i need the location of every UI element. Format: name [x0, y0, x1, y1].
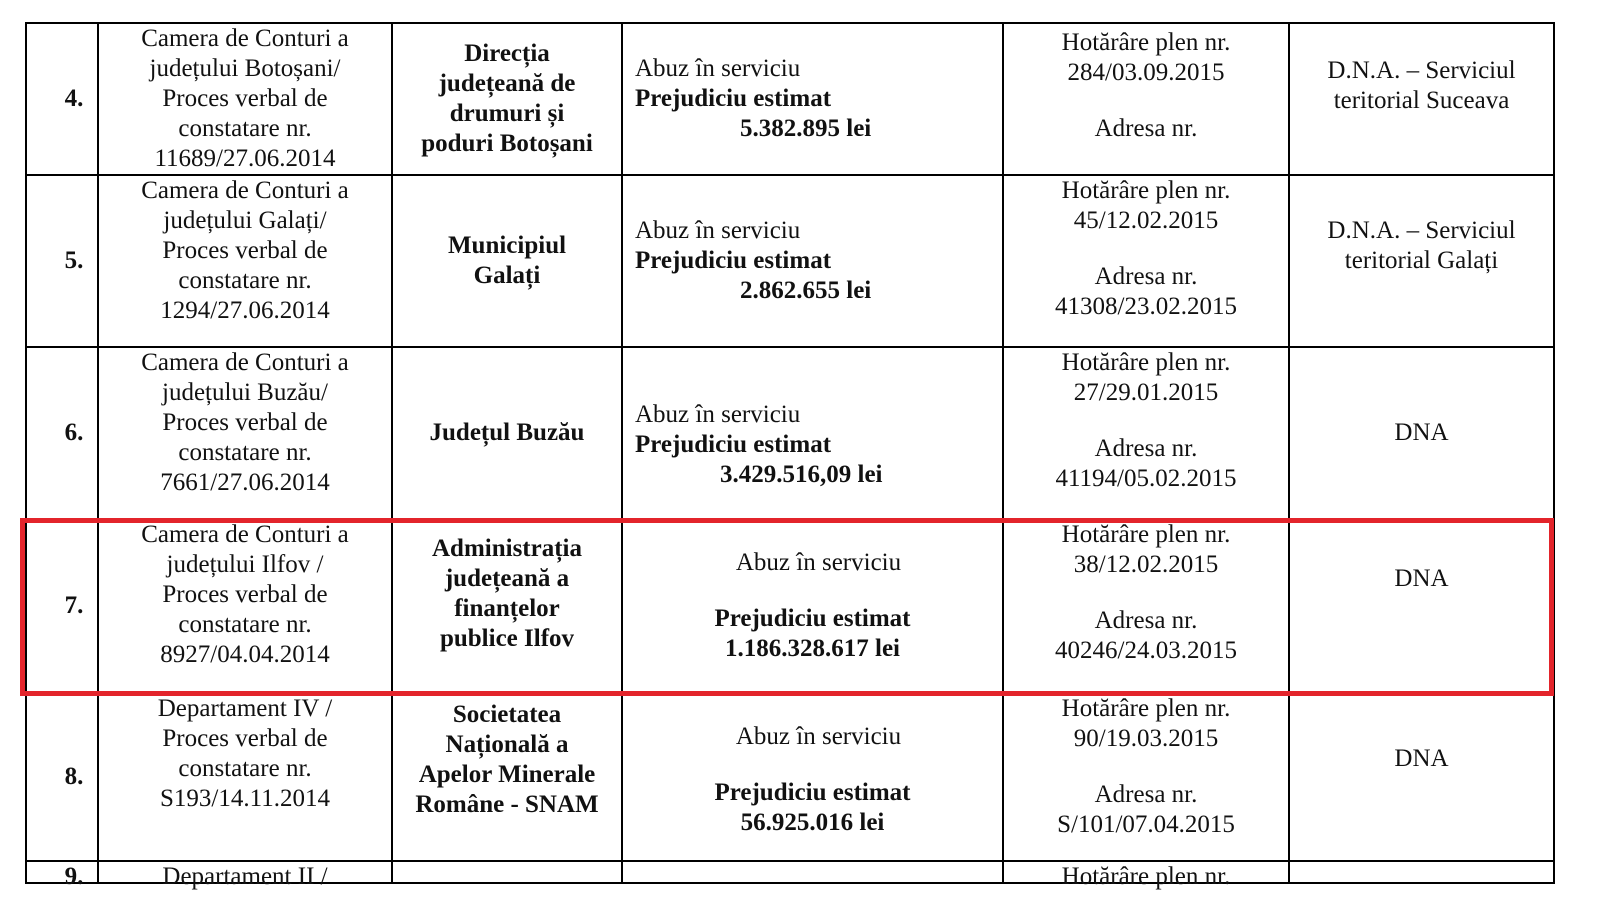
- table-row-highlighted: [26, 519, 1554, 693]
- institution-cell: DNA: [1289, 347, 1554, 519]
- offense-cell: [622, 175, 1003, 347]
- table-row: [26, 347, 1554, 519]
- damage-amount: 1.186.328.617 lei: [725, 635, 900, 662]
- decision-cell: Hotărâre plen nr. 45/12.02.2015 Adresa nr. 41308/23.02.2015: [1003, 175, 1289, 347]
- damage-amount: 56.925.016 lei: [740, 809, 885, 836]
- entity-cell: Județul Buzău: [392, 347, 622, 519]
- offense-cell: [622, 693, 1003, 861]
- offense-cell: [622, 861, 1003, 883]
- institution-cell: [1289, 861, 1554, 883]
- entity-cell: Direcția județeană de drumuri și poduri Botoșani: [392, 23, 622, 175]
- institution-cell: DNA: [1289, 693, 1554, 861]
- entity-cell: [392, 861, 622, 883]
- institution-cell: D.N.A. – Serviciul teritorial Suceava: [1289, 23, 1554, 175]
- row-number: 9.: [26, 861, 98, 883]
- decision-cell: Hotărâre plen nr. 284/03.09.2015 Adresa nr.: [1003, 23, 1289, 175]
- table-row: [26, 175, 1554, 347]
- damage-label: Prejudiciu estimat: [714, 779, 911, 806]
- decision-cell: Hotărâre plen nr. 27/29.01.2015 Adresa nr. 41194/05.02.2015: [1003, 347, 1289, 519]
- offense-label: Abuz în serviciu: [635, 217, 801, 244]
- damage-label: Prejudiciu estimat: [635, 247, 832, 274]
- damage-label: Prejudiciu estimat: [714, 605, 911, 632]
- offense-label: Abuz în serviciu: [635, 401, 801, 428]
- damage-amount: 5.382.895 lei: [740, 115, 872, 142]
- entity-cell: Municipiul Galați: [392, 175, 622, 347]
- row-number: 8.: [26, 693, 98, 861]
- source-cell: Departament IV / Proces verbal de constatare nr. S193/14.11.2014: [98, 693, 392, 861]
- damage-amount: 3.429.516,09 lei: [720, 461, 883, 488]
- institution-cell: DNA: [1289, 519, 1554, 693]
- entity-cell: Administrația județeană a finanțelor publice Ilfov: [392, 519, 622, 693]
- offense-cell: [622, 23, 1003, 175]
- source-cell: Camera de Conturi a județului Galați/ Proces verbal de constatare nr. 1294/27.06.2014: [98, 175, 392, 347]
- row-number: 4.: [26, 23, 98, 175]
- damage-label: Prejudiciu estimat: [635, 85, 832, 112]
- damage-label: Prejudiciu estimat: [635, 431, 832, 458]
- table-row-partial: [26, 861, 1554, 883]
- entity-cell: Societatea Națională a Apelor Minerale Române - SNAM: [392, 693, 622, 861]
- source-cell: Camera de Conturi a județului Botoșani/ Proces verbal de constatare nr. 11689/27.06.2014: [98, 23, 392, 175]
- decision-cell: Hotărâre plen nr.: [1003, 861, 1289, 883]
- offense-cell: [622, 347, 1003, 519]
- table-row: [26, 693, 1554, 861]
- row-number: 5.: [26, 175, 98, 347]
- table-row: [26, 23, 1554, 175]
- decision-cell: Hotărâre plen nr. 38/12.02.2015 Adresa nr. 40246/24.03.2015: [1003, 519, 1289, 693]
- damage-amount: 2.862.655 lei: [740, 277, 872, 304]
- institution-cell: D.N.A. – Serviciul teritorial Galați: [1289, 175, 1554, 347]
- row-number: 6.: [26, 347, 98, 519]
- offense-label: Abuz în serviciu: [635, 55, 801, 82]
- row-number: 7.: [26, 519, 98, 693]
- decision-cell: Hotărâre plen nr. 90/19.03.2015 Adresa nr. S/101/07.04.2015: [1003, 693, 1289, 861]
- source-cell: Camera de Conturi a județului Ilfov / Proces verbal de constatare nr. 8927/04.04.2014: [98, 519, 392, 693]
- offense-label: Abuz în serviciu: [735, 723, 902, 750]
- offense-cell: [622, 519, 1003, 693]
- audit-table: [25, 22, 1555, 890]
- offense-label: Abuz în serviciu: [735, 549, 902, 576]
- source-cell: Camera de Conturi a județului Buzău/ Proces verbal de constatare nr. 7661/27.06.2014: [98, 347, 392, 519]
- source-cell: Departament II /: [98, 861, 392, 883]
